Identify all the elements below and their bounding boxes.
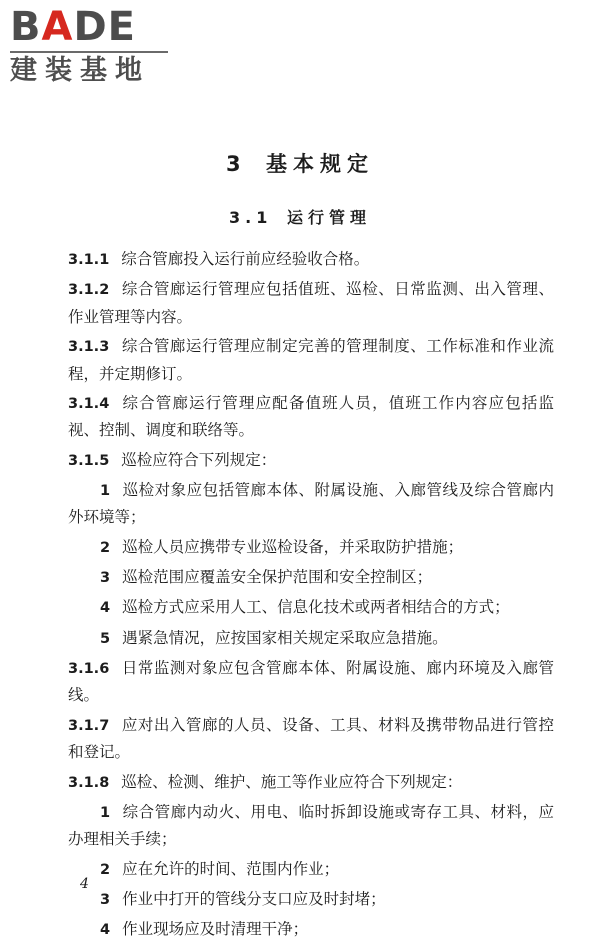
clause-text: 综合管廊运行管理应制定完善的管理制度、工作标准和作业流程，并定期修订。	[68, 337, 554, 383]
clause-3-1-8	[68, 769, 554, 797]
item-text: 巡检方式应采用人工、信息化技术或两者相结合的方式；	[122, 598, 510, 617]
item-number: 2	[100, 861, 111, 878]
logo-wordmark	[10, 4, 180, 50]
list-item	[68, 625, 554, 653]
clause-number: 3.1.4	[68, 395, 110, 412]
clause-3-1-7	[68, 712, 554, 766]
clause-text: 综合管廊运行管理应包括值班、巡检、日常监测、出入管理、作业管理等内容。	[68, 280, 554, 326]
clause-3-1-5	[68, 447, 554, 475]
clause-number: 3.1.6	[68, 660, 110, 677]
clause-3-1-3	[68, 333, 554, 387]
list-item	[68, 594, 554, 622]
item-number: 1	[100, 804, 111, 821]
clause-text: 综合管廊投入运行前应经验收合格。	[121, 250, 370, 268]
list-item	[68, 916, 554, 944]
clause-3-1-4	[68, 390, 554, 444]
clause-text: 巡检、检测、维护、施工等作业应符合下列规定：	[121, 772, 463, 791]
item-text: 巡检对象应包括管廊本体、附属设施、入廊管线及综合管廊内外环境等；	[68, 480, 554, 527]
list-item	[68, 856, 554, 884]
clause-3-1-6	[68, 655, 554, 709]
clause-text: 应对出入管廊的人员、设备、工具、材料及携带物品进行管控和登记。	[68, 715, 554, 762]
list-item	[68, 799, 554, 853]
item-number: 5	[100, 630, 111, 647]
logo-brand-text: BADE	[10, 4, 136, 50]
clause-3-1-1	[68, 246, 554, 274]
item-text: 巡检人员应携带专业巡检设备，并采取防护措施；	[122, 537, 464, 556]
item-number: 3	[100, 570, 111, 587]
document-body	[68, 246, 554, 947]
item-number: 4	[100, 600, 111, 617]
list-item	[68, 534, 554, 562]
clause-3-1-2	[68, 276, 554, 330]
clause-number: 3.1.1	[68, 252, 110, 268]
clause-number: 3.1.3	[68, 339, 110, 356]
logo-tagline: 建装基地	[10, 55, 150, 86]
item-text: 应在允许的时间、范围内作业；	[122, 859, 340, 878]
clause-text: 巡检应符合下列规定：	[121, 450, 277, 469]
clause-number: 3.1.5	[68, 452, 110, 469]
logo-divider	[10, 51, 168, 53]
clause-number: 3.1.7	[68, 717, 110, 734]
list-item	[68, 564, 554, 592]
item-text: 作业中打开的管线分支口应及时封堵；	[122, 889, 386, 908]
item-number: 1	[100, 482, 111, 499]
clause-number: 3.1.8	[68, 774, 110, 791]
item-text: 综合管廊内动火、用电、临时拆卸设施或寄存工具、材料，应办理相关手续；	[68, 802, 554, 849]
page-number: 4	[80, 876, 89, 892]
item-text: 遇紧急情况，应按国家相关规定采取应急措施。	[122, 628, 448, 647]
clause-number: 3.1.2	[68, 282, 110, 299]
item-text: 作业现场应及时清理干净；	[122, 920, 309, 939]
clause-text: 日常监测对象应包含管廊本体、附属设施、廊内环境及入廊管线。	[68, 658, 554, 705]
item-number: 3	[100, 891, 111, 908]
section-title: 3.1 运行管理	[229, 208, 371, 227]
chapter-title: 3 基本规定	[226, 152, 374, 176]
item-text: 巡检范围应覆盖安全保护范围和安全控制区；	[122, 568, 433, 587]
item-number: 2	[100, 539, 111, 556]
clause-text: 综合管廊运行管理应配备值班人员，值班工作内容应包括监视、控制、调度和联络等。	[68, 393, 554, 440]
list-item	[68, 477, 554, 531]
brand-logo	[10, 4, 180, 87]
item-number: 4	[100, 922, 111, 939]
